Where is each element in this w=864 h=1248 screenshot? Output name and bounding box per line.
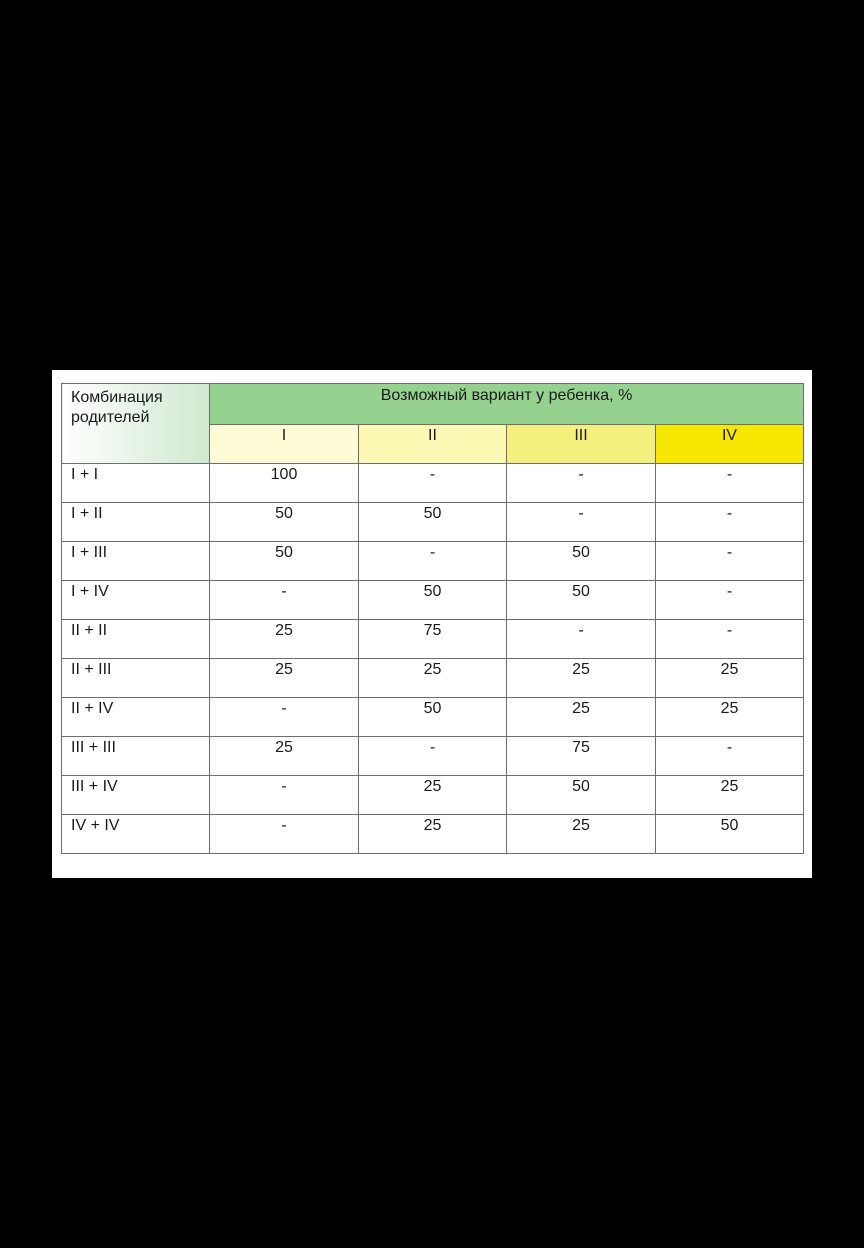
probability-cell: 25 xyxy=(656,659,804,698)
parent-combination: II + II xyxy=(62,620,210,659)
probability-cell: 25 xyxy=(656,776,804,815)
probability-cell: - xyxy=(359,542,507,581)
parent-combination: I + III xyxy=(62,542,210,581)
parent-combination: I + IV xyxy=(62,581,210,620)
probability-cell: 50 xyxy=(359,503,507,542)
table-row xyxy=(62,737,804,776)
probability-cell: - xyxy=(656,581,804,620)
probability-cell: 25 xyxy=(359,815,507,854)
type-header-2: II xyxy=(359,425,507,464)
probability-cell: 50 xyxy=(507,581,656,620)
type-header-3: III xyxy=(507,425,656,464)
parent-combination: II + IV xyxy=(62,698,210,737)
probability-cell: 25 xyxy=(507,698,656,737)
type-header-1: I xyxy=(210,425,359,464)
table-row xyxy=(62,620,804,659)
probability-cell: 50 xyxy=(210,542,359,581)
probability-cell: 100 xyxy=(210,464,359,503)
probability-cell: 25 xyxy=(507,659,656,698)
probability-cell: 25 xyxy=(210,737,359,776)
probability-cell: - xyxy=(507,620,656,659)
probability-cell: 25 xyxy=(656,698,804,737)
probability-cell: 50 xyxy=(359,581,507,620)
table-row xyxy=(62,698,804,737)
main-header: Возможный вариант у ребенка, % xyxy=(210,384,804,425)
probability-cell: 25 xyxy=(359,659,507,698)
probability-cell: - xyxy=(507,464,656,503)
probability-cell: 50 xyxy=(656,815,804,854)
parent-combination: III + III xyxy=(62,737,210,776)
probability-cell: - xyxy=(656,503,804,542)
parent-combination: I + II xyxy=(62,503,210,542)
probability-cell: 50 xyxy=(507,776,656,815)
table-row xyxy=(62,581,804,620)
probability-cell: 25 xyxy=(507,815,656,854)
probability-cell: - xyxy=(507,503,656,542)
probability-cell: - xyxy=(210,581,359,620)
header-row xyxy=(62,384,804,425)
probability-cell: 25 xyxy=(359,776,507,815)
type-header-4: IV xyxy=(656,425,804,464)
probability-cell: 25 xyxy=(210,620,359,659)
probability-cell: 75 xyxy=(507,737,656,776)
probability-cell: - xyxy=(656,464,804,503)
parent-combination: II + III xyxy=(62,659,210,698)
parent-combination: IV + IV xyxy=(62,815,210,854)
table-row xyxy=(62,815,804,854)
table-row xyxy=(62,464,804,503)
table-row xyxy=(62,503,804,542)
table-body xyxy=(62,464,804,854)
probability-cell: 50 xyxy=(507,542,656,581)
probability-cell: - xyxy=(656,737,804,776)
probability-cell: 25 xyxy=(210,659,359,698)
probability-cell: - xyxy=(210,815,359,854)
corner-header: Комбинация родителей xyxy=(62,384,210,464)
probability-cell: - xyxy=(656,620,804,659)
table-row xyxy=(62,659,804,698)
parent-combination: III + IV xyxy=(62,776,210,815)
probability-cell: - xyxy=(210,776,359,815)
probability-cell: - xyxy=(359,464,507,503)
probability-cell: 50 xyxy=(359,698,507,737)
probability-cell: - xyxy=(656,542,804,581)
probability-cell: 75 xyxy=(359,620,507,659)
table-row xyxy=(62,542,804,581)
table-card xyxy=(52,370,812,878)
parent-combination: I + I xyxy=(62,464,210,503)
probability-cell: - xyxy=(210,698,359,737)
probability-cell: - xyxy=(359,737,507,776)
probability-cell: 50 xyxy=(210,503,359,542)
table-row xyxy=(62,776,804,815)
blood-type-table xyxy=(61,383,804,854)
